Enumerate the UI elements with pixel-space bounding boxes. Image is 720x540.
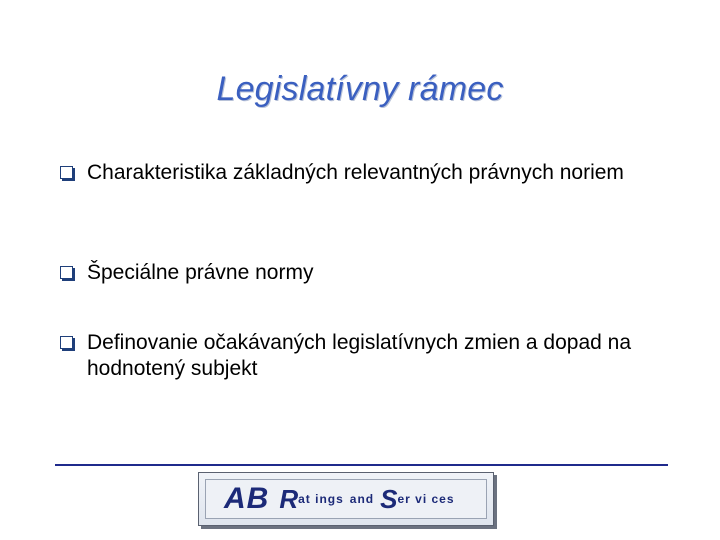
slide-title: Legislatívny rámec	[216, 70, 504, 108]
bullet-item	[60, 330, 680, 382]
company-logo	[198, 472, 494, 526]
logo-ab: AB	[224, 482, 270, 515]
bullet-item	[60, 160, 680, 186]
logo-r: R	[279, 483, 299, 514]
checkbox-bullet-icon	[60, 166, 73, 179]
logo-and: and	[349, 492, 375, 506]
logo-atings: at ings	[298, 492, 344, 506]
bullet-text: Definovanie očakávaných legislatívnych zmien a dopad na hodnotený subjekt	[87, 331, 632, 380]
bullet-text: Charakteristika základných relevantných právnych noriem	[87, 161, 624, 184]
logo-ervices: er vi ces	[397, 492, 455, 506]
checkbox-bullet-icon	[60, 336, 73, 349]
logo-plate	[205, 479, 487, 519]
bullet-text: Špeciálne právne normy	[87, 261, 314, 284]
checkbox-bullet-icon	[60, 266, 73, 279]
bullet-item	[60, 260, 680, 286]
footer-divider	[55, 464, 668, 466]
logo-s: S	[380, 483, 398, 514]
